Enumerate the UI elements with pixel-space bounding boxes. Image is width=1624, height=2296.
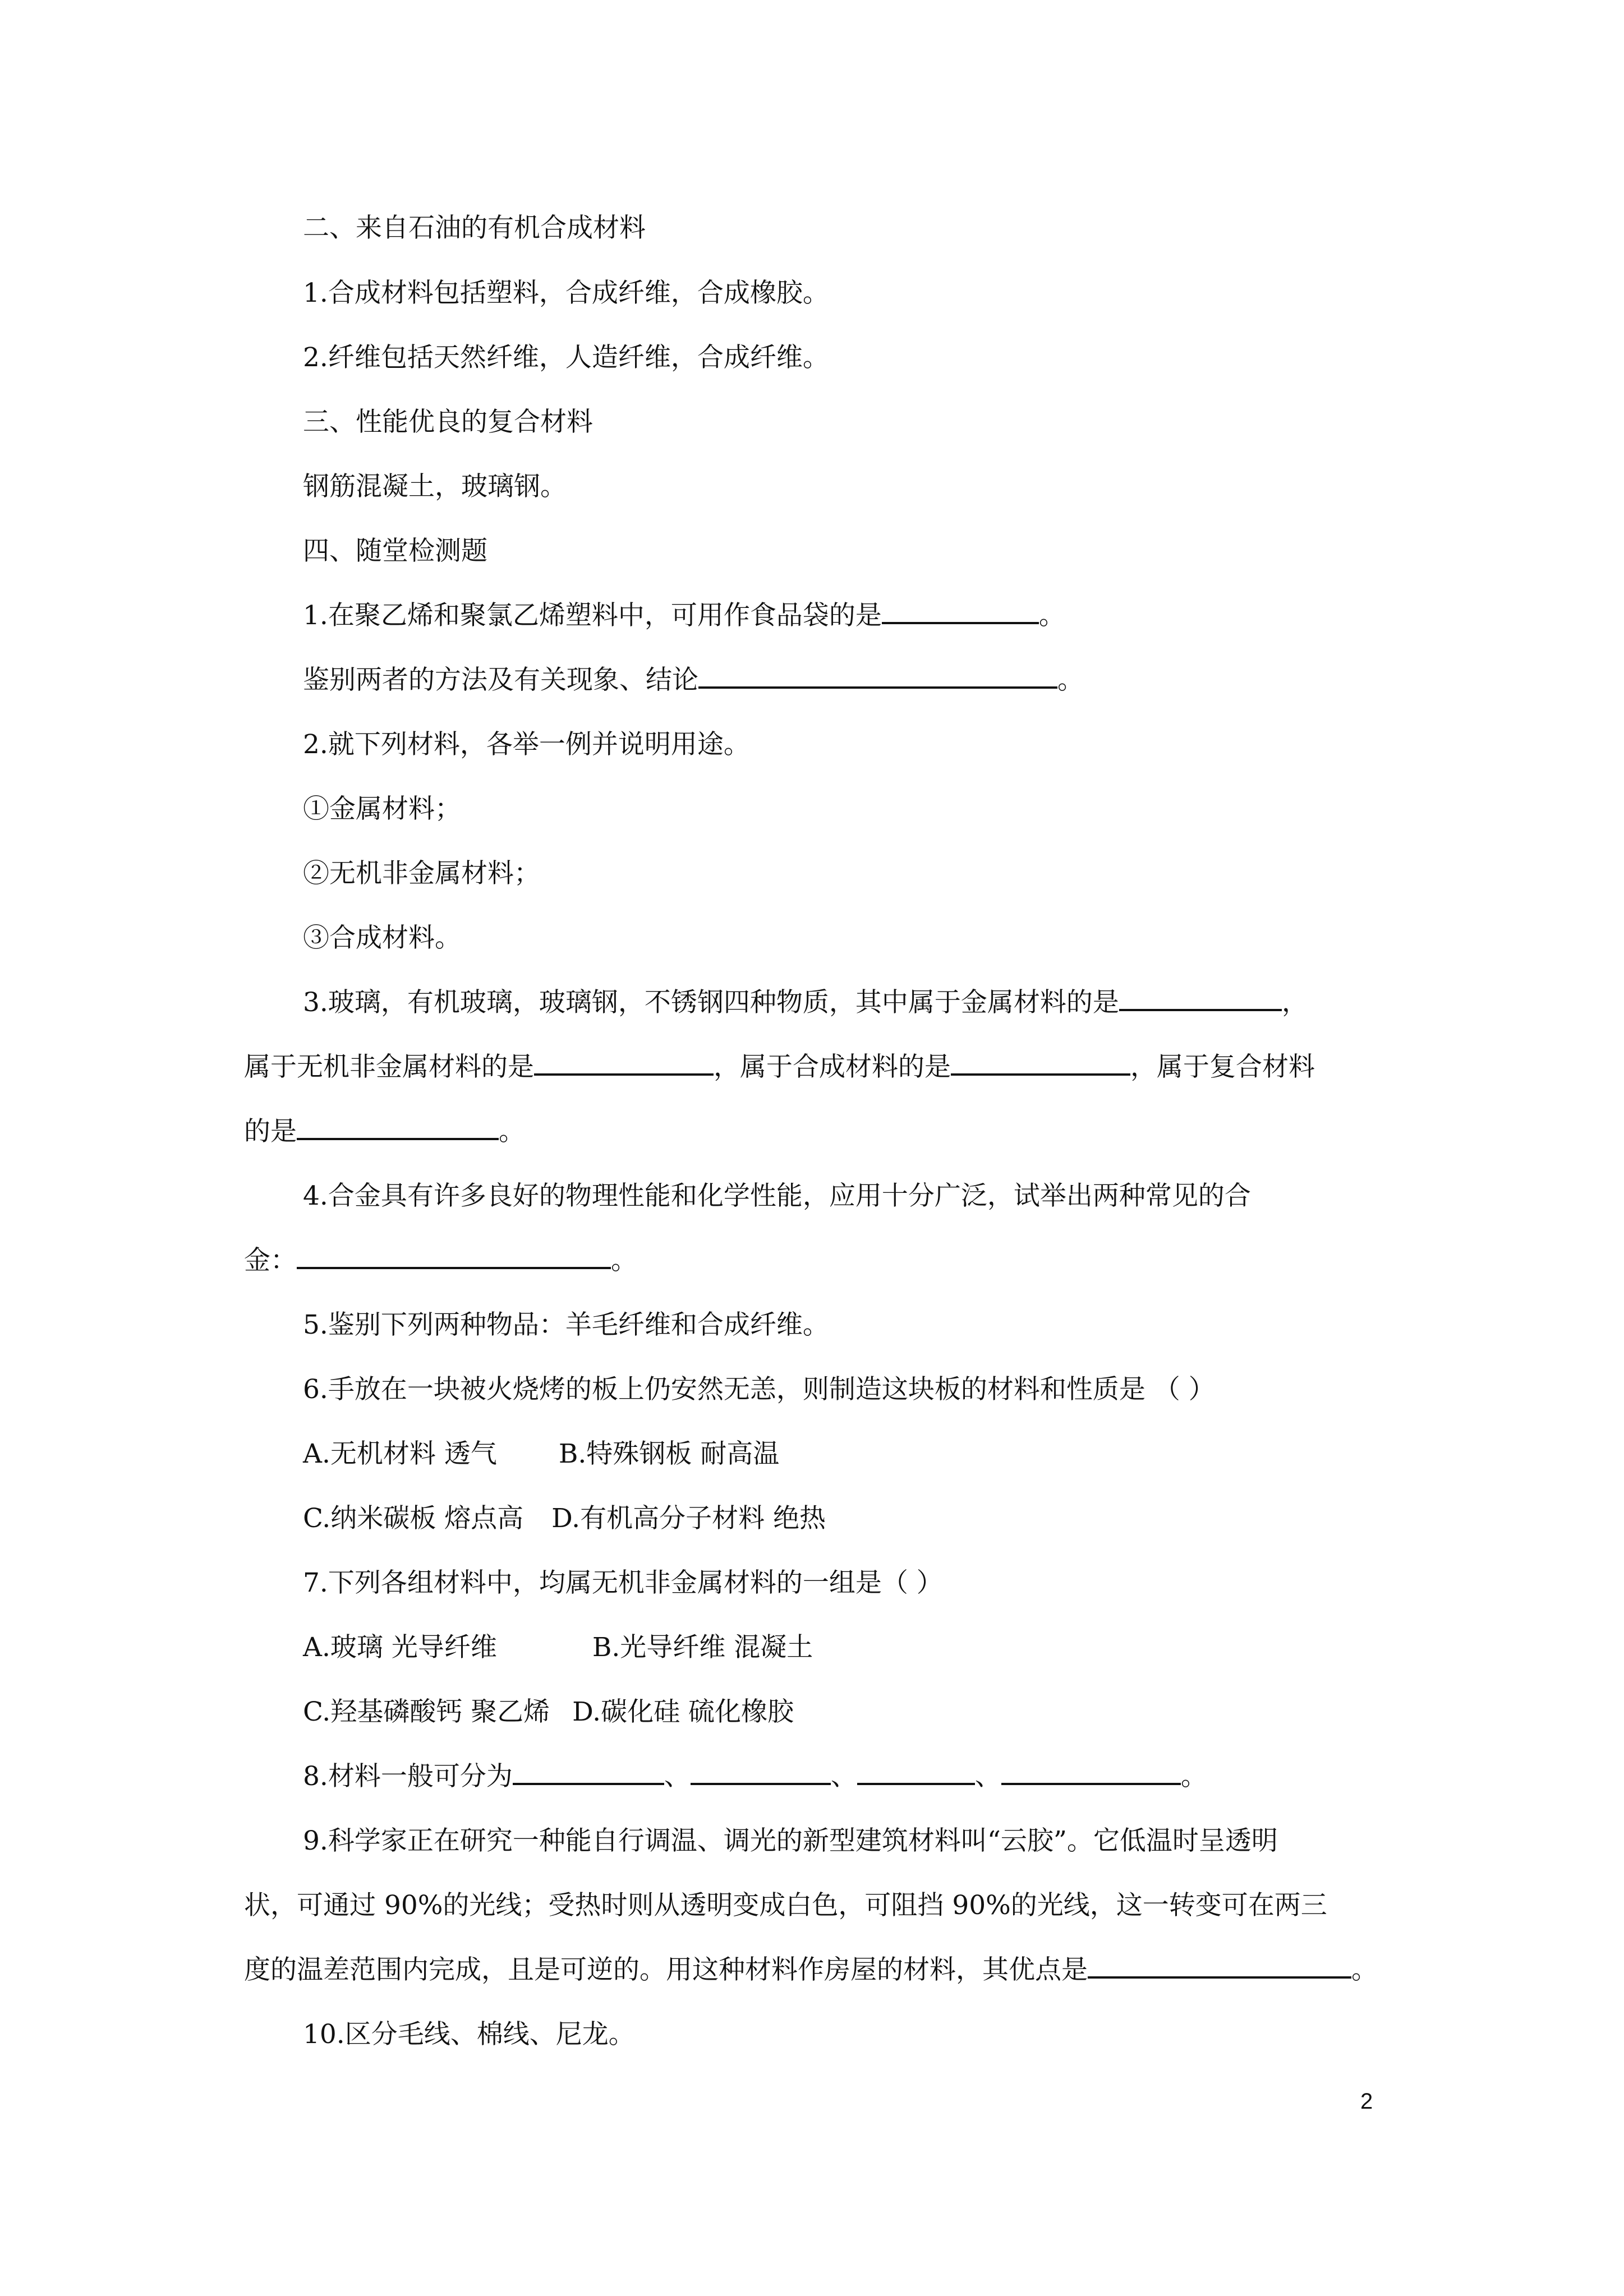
section-4-title: 四、随堂检测题 [303, 536, 487, 566]
punctuation: 。 [1351, 1954, 1378, 1985]
question-1-text: 1.在聚乙烯和聚氯乙烯塑料中，可用作食品袋的是 [303, 600, 882, 631]
question-8-line [303, 1760, 1207, 1794]
question-5-text: 5.鉴别下列两种物品：羊毛纤维和合成纤维。 [303, 1310, 829, 1340]
section-2-item-1: 1.合成材料包括塑料，合成纤维，合成橡胶。 [303, 278, 829, 308]
question-7-options-cd [303, 1695, 794, 1729]
answer-blank[interactable] [691, 1760, 831, 1785]
question-4-line-2 [244, 1244, 637, 1278]
question-6-text: 6.手放在一块被火烧烤的板上仍安然无恙，则制造这块板的材料和性质是 （ ） [303, 1374, 1215, 1405]
question-7-option-b: B.光导纤维 混凝土 [592, 1632, 813, 1663]
punctuation: 。 [499, 1116, 525, 1147]
question-3-text-2a: 属于无机非金属材料的是 [244, 1052, 534, 1082]
answer-blank[interactable] [1088, 1954, 1351, 1979]
question-3-line-3 [244, 1115, 525, 1149]
page-number: 2 [1360, 2089, 1373, 2114]
question-6-option-b: B.特殊钢板 耐高温 [558, 1439, 780, 1469]
section-2-title: 二、来自石油的有机合成材料 [303, 213, 646, 243]
question-7-option-d: D.碳化硅 硫化橡胶 [572, 1696, 794, 1727]
question-3-line-2 [244, 1050, 1315, 1084]
punctuation: 。 [1180, 1761, 1207, 1792]
punctuation: 。 [611, 1245, 637, 1276]
question-2-option-3: ③合成材料。 [303, 923, 461, 953]
separator: 、 [830, 1761, 857, 1792]
question-1-line-1 [303, 599, 1065, 633]
question-8-text: 8.材料一般可分为 [303, 1761, 513, 1792]
answer-blank[interactable] [1001, 1760, 1181, 1785]
answer-blank[interactable] [1119, 986, 1282, 1011]
question-6-option-c: C.纳米碳板 熔点高 [303, 1503, 524, 1534]
question-10-text: 10.区分毛线、棉线、尼龙。 [303, 2019, 635, 2050]
question-7-option-c: C.羟基磷酸钙 聚乙烯 [303, 1696, 550, 1727]
question-4-line-1: 4.合金具有许多良好的物理性能和化学性能，应用十分广泛，试举出两种常见的合 [303, 1181, 1251, 1211]
question-3-line-1 [303, 986, 1308, 1020]
question-7-text: 7.下列各组材料中，均属无机非金属材料的一组是（ ） [303, 1567, 943, 1598]
section-3-text: 钢筋混凝土，玻璃钢。 [303, 471, 567, 502]
question-1-line-2 [303, 663, 1084, 697]
answer-blank[interactable] [698, 664, 1057, 689]
answer-blank[interactable] [534, 1051, 714, 1076]
answer-blank[interactable] [513, 1760, 664, 1785]
answer-blank[interactable] [951, 1051, 1130, 1076]
section-2-item-2: 2.纤维包括天然纤维，人造纤维，合成纤维。 [303, 342, 829, 373]
separator: 、 [974, 1761, 1001, 1792]
section-3-title: 三、性能优良的复合材料 [303, 407, 593, 437]
question-9-line-1: 9.科学家正在研究一种能自行调温、调光的新型建筑材料叫“云胶”。它低温时呈透明 [303, 1825, 1278, 1856]
question-2-option-1: ①金属材料； [303, 794, 461, 824]
question-6-options-ab [303, 1437, 779, 1471]
question-3-text: 3.玻璃，有机玻璃，玻璃钢，不锈钢四种物质，其中属于金属材料的是 [303, 987, 1119, 1018]
question-6-option-d: D.有机高分子材料 绝热 [551, 1503, 826, 1534]
answer-blank[interactable] [857, 1760, 975, 1785]
question-1-text-2: 鉴别两者的方法及有关现象、结论 [303, 665, 698, 695]
question-6-options-cd [303, 1502, 826, 1536]
answer-blank[interactable] [297, 1244, 611, 1269]
question-7-option-a: A.玻璃 光导纤维 [303, 1632, 497, 1663]
answer-blank[interactable] [882, 600, 1039, 624]
question-2-text: 2.就下列材料，各举一例并说明用途。 [303, 729, 750, 760]
punctuation: 。 [1038, 600, 1065, 631]
answer-blank[interactable] [297, 1115, 499, 1140]
question-3-text-2b: ，属于合成材料的是 [714, 1052, 951, 1082]
question-9-line-2: 状，可通过 90%的光线；受热时则从透明变成白色，可阻挡 90%的光线，这一转变可在两三 [244, 1890, 1327, 1921]
question-3-text-3: 的是 [244, 1116, 297, 1147]
separator: 、 [664, 1761, 691, 1792]
punctuation: 。 [1057, 665, 1084, 695]
question-3-text-2c: ，属于复合材料 [1130, 1052, 1315, 1082]
question-6-option-a: A.无机材料 透气 [303, 1439, 497, 1469]
question-4-text-2: 金： [244, 1245, 297, 1276]
question-2-option-2: ②无机非金属材料； [303, 858, 540, 889]
question-9-line-3 [244, 1953, 1378, 1987]
question-9-text-3: 度的温差范围内完成，且是可逆的。用这种材料作房屋的材料，其优点是 [244, 1954, 1088, 1985]
question-7-options-ab [303, 1631, 813, 1665]
punctuation: ， [1281, 987, 1308, 1018]
